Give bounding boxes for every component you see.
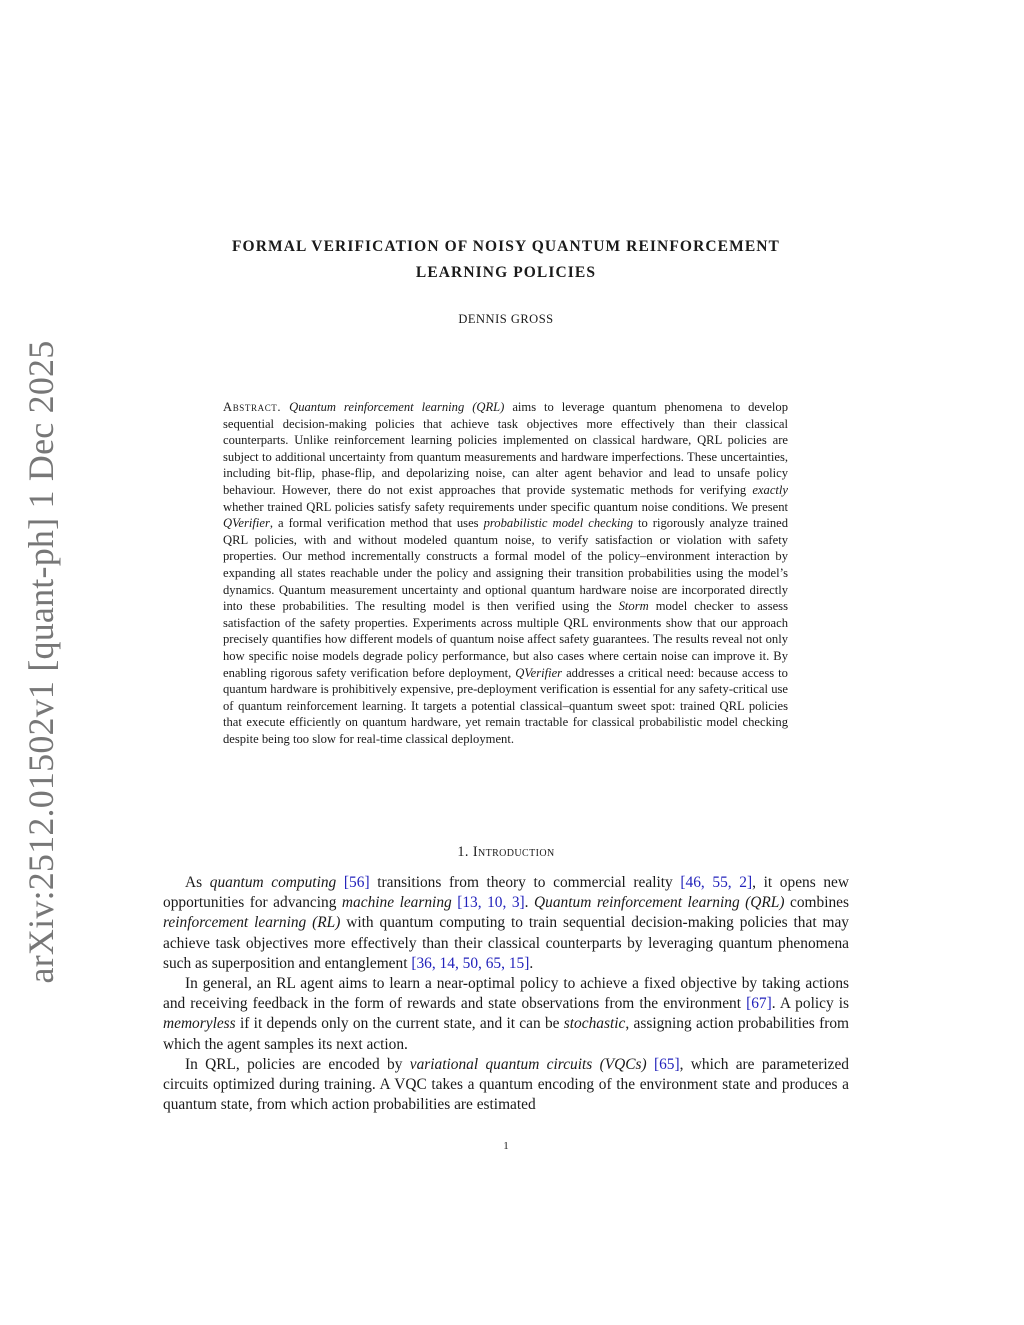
- text-run: reinforcement learning (RL): [163, 914, 341, 932]
- text-run: As: [185, 874, 210, 891]
- text-run: if it depends only on the current state, and it can be: [235, 1015, 564, 1033]
- text-run: memoryless: [163, 1015, 236, 1033]
- section-heading: [150, 844, 862, 861]
- text-run: In QRL, policies are encoded by: [185, 1055, 410, 1073]
- text-run: machine learning: [341, 894, 452, 912]
- text-run: Quantum reinforcement learning (QRL): [534, 894, 785, 912]
- page-number: 1: [503, 1140, 509, 1152]
- text-run: , which are parameterized circuits optimized during training. A VQC takes a quantum encoding of the environment state and produces a quantum state, from which action probabilities are estimated: [163, 1055, 849, 1114]
- section-number: 1.: [457, 844, 469, 860]
- citation-link[interactable]: [67]: [746, 995, 772, 1013]
- text-run: [336, 874, 344, 891]
- text-run: with quantum computing to train sequential decision-making policies that may achieve task objectives more effectively than their classical counterparts by leveraging quantum phenomena such as superposition and entanglement: [163, 914, 849, 972]
- text-run: transitions from theory to commercial reality: [369, 874, 681, 891]
- abstract-text: model checker to assess satisfaction of the safety properties. Experiments across multiple QRL environments show that our approach precisely quantifies how different models of quantum noise affect safety guarantees. The results reveal not only how specific noise models degrade policy performance, but also cases where certain noise can improve it. By enabling rigorous safety verification before deployment,: [223, 599, 788, 680]
- text-run: , assigning action probabilities from which the agent samples its next action.: [163, 1015, 850, 1053]
- text-run: .: [529, 954, 534, 972]
- citation-link[interactable]: [65]: [653, 1055, 680, 1073]
- text-run: . A policy is: [771, 995, 849, 1013]
- abstract-label: Abstract.: [223, 400, 282, 414]
- text-run: combines: [784, 894, 849, 912]
- abstract-text: Storm: [618, 599, 649, 614]
- paragraph: [163, 873, 849, 974]
- text-run: .: [524, 894, 535, 912]
- title-line-1: FORMAL VERIFICATION OF NOISY QUANTUM REINFORCEMENT: [231, 238, 780, 255]
- text-run: quantum computing: [209, 874, 337, 891]
- title-line-2: LEARNING POLICIES: [415, 264, 597, 281]
- text-run: variational quantum circuits (VQCs): [409, 1055, 647, 1073]
- abstract: [223, 399, 788, 747]
- abstract-text: QVerifier: [515, 665, 563, 680]
- abstract-text: Quantum reinforcement learning (QRL): [289, 400, 505, 414]
- paper-title: [150, 234, 862, 286]
- abstract-text: whether trained QRL policies satisfy safety requirements under specific quantum noise conditions. We present: [223, 499, 788, 514]
- paragraph: [163, 1055, 849, 1116]
- body-text: [163, 873, 849, 1115]
- arxiv-identifier: arXiv:2512.01502v1 [quant-ph] 1 Dec 2025: [21, 340, 61, 984]
- abstract-text: addresses a critical need: because access to quantum hardware is prohibitively expensive, pre-deployment verification is essential for any safety-critical use of quantum reinforcement learning. It targets a potential classical–quantum sweet spot: trained QRL policies that execute efficiently on quantum hardware, yet remain tractable for classical probabilistic model checking despite being too slow for real-time classical deployment.: [223, 665, 788, 746]
- author-name: DENNIS GROSS: [458, 312, 554, 326]
- abstract-text: aims to leverage quantum phenomena to develop sequential decision-making policies that achieve task objectives more effectively than their classical counterparts. Unlike reinforcement learning policies implemented on classical hardware, QRL policies are subject to additional uncertainty from quantum measurements and hardware imperfections. These uncertainties, including bit-flip, phase-flip, and depolarizing noise, can alter agent behavior and lead to unsafe policy behaviour. However, there do not exist approaches that provide systematic methods for verifying: [223, 400, 788, 497]
- text-run: stochastic: [563, 1015, 626, 1033]
- citation-link[interactable]: [46, 55, 2]: [680, 874, 753, 891]
- citation-link[interactable]: [56]: [343, 874, 370, 891]
- abstract-text: , a formal verification method that uses: [269, 516, 484, 531]
- text-run: In general, an RL agent aims to learn a near-optimal policy to achieve a fixed objective by taking actions and receiving feedback in the form of rewards and state observations from the environment: [163, 975, 849, 1013]
- paragraph: [163, 974, 849, 1055]
- abstract-text: probabilistic model checking: [483, 516, 634, 531]
- text-run: [647, 1056, 654, 1073]
- abstract-text: QVerifier: [223, 516, 270, 531]
- abstract-text: to rigorously analyze trained QRL policies, with and without modeled quantum noise, to verify satisfaction or violation with safety properties. Our method incrementally constructs a formal model of the policy–environment interaction by expanding all states reachable under the policy and assigning their transition probabilities using the model’s dynamics. Quantum measurement uncertainty and optional quantum hardware noise are incorporated directly into these probabilities. The resulting model is then verified using the: [223, 516, 788, 614]
- text-run: , it opens new opportunities for advancing: [163, 874, 849, 912]
- section-title: Introduction: [472, 844, 555, 860]
- citation-link[interactable]: [36, 14, 50, 65, 15]: [411, 954, 530, 972]
- abstract-text: exactly: [752, 482, 788, 497]
- citation-link[interactable]: [13, 10, 3]: [457, 894, 525, 912]
